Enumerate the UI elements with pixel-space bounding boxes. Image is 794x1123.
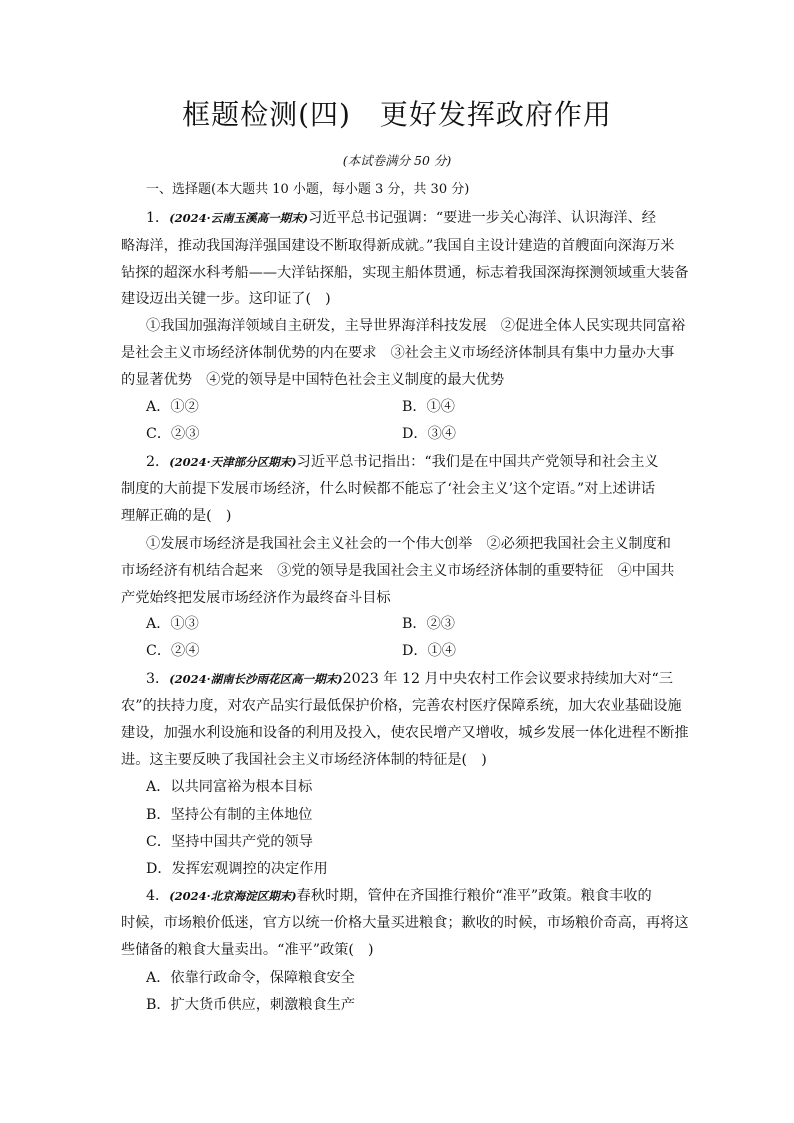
option-a: A．①② xyxy=(146,399,199,415)
question-stem-line: 习近平总书记指出：“我们是在中国共产党领导和社会主义 xyxy=(296,454,659,470)
option-b: B．坚持公有制的主体地位 xyxy=(146,807,313,823)
question-stem-line: 理解正确的是( ) xyxy=(121,508,232,524)
section-heading: 一、选择题(本大题共 10 小题，每小题 3 分，共 30 分) xyxy=(146,182,470,197)
question-number: 3． xyxy=(146,671,170,687)
statement-line: 是社会主义市场经济体制优势的内在要求 ③社会主义市场经济体制具有集中力量办大事 xyxy=(121,345,675,361)
question-2-first-line xyxy=(146,452,659,472)
question-stem-line: 春秋时期，管仲在齐国推行粮价“准平”政策。粮食丰收的 xyxy=(296,888,652,904)
option-d: D．③④ xyxy=(402,426,456,442)
option-b: B．①④ xyxy=(402,399,455,415)
question-source: (2024·湖南长沙雨花区高一期末) xyxy=(169,672,343,686)
option-d: D．发挥宏观调控的决定作用 xyxy=(146,861,328,877)
question-number: 2． xyxy=(146,454,170,470)
question-stem-line: 进。这主要反映了我国社会主义市场经济体制的特征是( ) xyxy=(121,752,487,768)
option-a: A．依靠行政命令，保障粮食安全 xyxy=(146,970,355,986)
question-stem-line: 建设，加强水利设施和设备的利用及投入，使农民增产又增收，城乡发展一体化进程不断推 xyxy=(121,725,689,741)
question-stem-line: 制度的大前提下发展市场经济，什么时候都不能忘了‘社会主义’这个定语。”对上述讲话 xyxy=(121,481,656,497)
question-number: 1． xyxy=(146,210,170,226)
question-4-first-line xyxy=(146,886,652,906)
question-stem-line: 农”的扶持力度，对农产品实行最低保护价格，完善农村医疗保障系统，加大农业基础设施 xyxy=(121,698,682,714)
page-title: 框题检测(四) 更好发挥政府作用 xyxy=(182,98,612,131)
statement-line: 的显著优势 ④党的领导是中国特色社会主义制度的最大优势 xyxy=(121,372,505,388)
option-c: C．坚持中国共产党的领导 xyxy=(146,834,313,850)
statement-line: ①发展市场经济是我国社会主义社会的一个伟大创举 ②必须把我国社会主义制度和 xyxy=(146,536,671,552)
option-d: D．①④ xyxy=(402,643,456,659)
statement-line: ①我国加强海洋领域自主研发，主导世界海洋科技发展 ②促进全体人民实现共同富裕 xyxy=(146,318,686,334)
question-stem-line: 2023 年 12 月中央农村工作会议要求持续加大对“三 xyxy=(342,671,673,687)
score-note: (本试卷满分 50 分) xyxy=(342,153,452,168)
question-3-first-line xyxy=(146,669,673,689)
question-source: (2024·天津部分区期末) xyxy=(169,455,297,469)
option-b: B．②③ xyxy=(402,616,455,632)
question-stem-line: 建设迈出关键一步。这印证了( ) xyxy=(121,291,331,307)
statement-line: 产党始终把发展市场经济作为最终奋斗目标 xyxy=(121,590,391,606)
question-stem-line: 钻探的超深水科考船——大洋钻探船，实现主船体贯通，标志着我国深海探测领域重大装备 xyxy=(121,265,689,281)
question-number: 4． xyxy=(146,888,170,904)
option-a: A．①③ xyxy=(146,616,199,632)
question-stem-line: 略海洋，推动我国海洋强国建设不断取得新成就。”我国自主设计建造的首艘面向深海万米 xyxy=(121,238,675,254)
statement-line: 市场经济有机结合起来 ③党的领导是我国社会主义市场经济体制的重要特征 ④中国共 xyxy=(121,563,675,579)
question-stem-line: 时候，市场粮价低迷，官方以统一价格大量买进粮食；歉收的时候，市场粮价奇高，再将这 xyxy=(121,915,689,931)
option-c: C．②④ xyxy=(146,643,200,659)
option-c: C．②③ xyxy=(146,426,200,442)
option-b: B．扩大货币供应，刺激粮食生产 xyxy=(146,997,356,1013)
option-a: A．以共同富裕为根本目标 xyxy=(146,779,313,795)
question-stem-line: 习近平总书记强调：“要进一步关心海洋、认识海洋、经 xyxy=(308,210,656,226)
question-source: (2024·北京海淀区期末) xyxy=(169,889,297,903)
question-stem-line: 些储备的粮食大量卖出。“准平”政策( ) xyxy=(121,942,374,958)
question-1-first-line xyxy=(146,208,656,228)
question-source: (2024·云南玉溪高一期末) xyxy=(169,211,309,225)
